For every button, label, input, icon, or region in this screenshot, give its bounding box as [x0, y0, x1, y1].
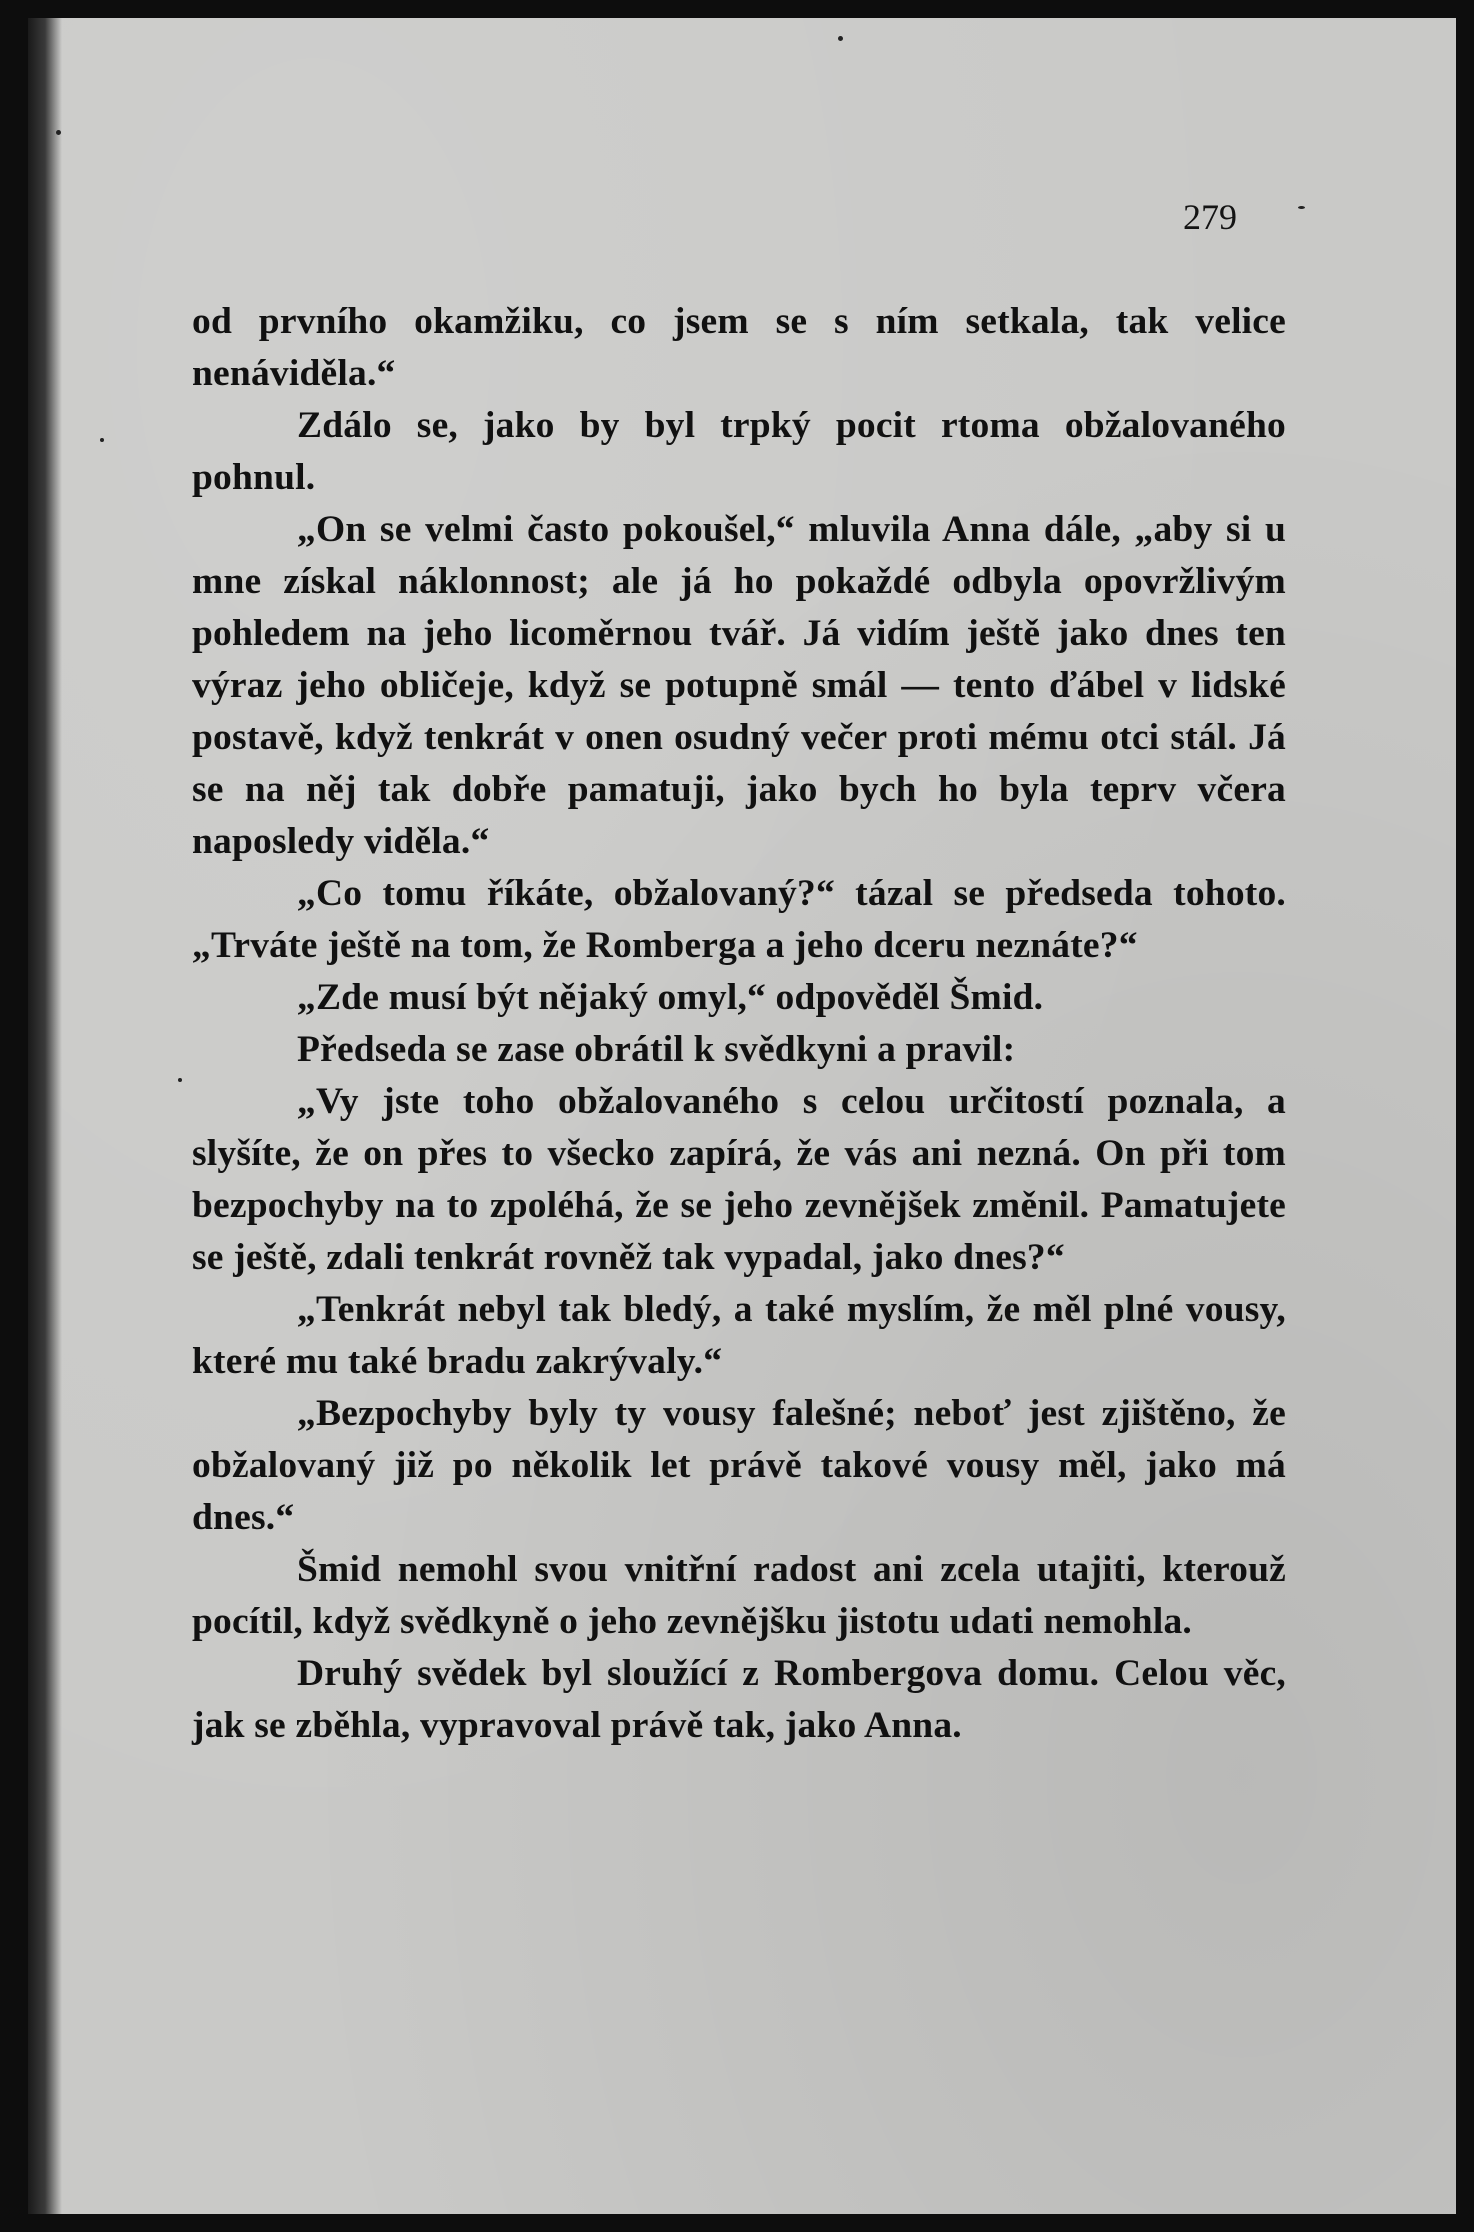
- paragraph: Druhý svědek byl sloužící z Rombergova domu. Celou věc, jak se zběhla, vypravoval právě tak, jako Anna.: [192, 1653, 1286, 1746]
- body-text: [192, 296, 1286, 1752]
- paragraph: Předseda se zase obrátil k svědkyni a pravil:: [297, 1029, 1016, 1070]
- print-speck: [56, 130, 61, 135]
- page-number: 279: [1183, 197, 1237, 237]
- book-page: [28, 18, 1456, 2214]
- print-speck: [838, 36, 843, 41]
- paragraph: „Co tomu říkáte, obžalovaný?“ tázal se předseda tohoto. „Trváte ještě na tom, že Romberga a jeho dceru neznáte?“: [192, 873, 1286, 966]
- paragraph: „Tenkrát nebyl tak bledý, a také myslím, že měl plné vousy, které mu také bradu zakrývaly.“: [192, 1289, 1286, 1382]
- page-spine-shadow: [28, 18, 62, 2214]
- paragraph: Šmid nemohl svou vnitřní radost ani zcela utajiti, kterouž pocítil, když svědkyně o jeho zevnějšku jistotu udati nemohla.: [192, 1549, 1286, 1642]
- print-speck: [100, 438, 104, 442]
- print-speck: [178, 1078, 182, 1082]
- paragraph: Zdálo se, jako by byl trpký pocit rtoma obžalovaného pohnul.: [192, 405, 1286, 498]
- paragraph: „On se velmi často pokoušel,“ mluvila Anna dále, „aby si u mne získal náklonnost; ale já ho pokaždé odbyla opovržlivým pohledem na jeho licoměrnou tvář. Já vidím ještě jako dnes ten výraz jeho obličeje, když se potupně smál — tento ďábel v lidské postavě, když tenkrát v onen osudný večer proti mému otci stál. Já se na něj tak dobře pamatuji, jako bych ho byla teprv včera naposledy viděla.“: [192, 509, 1286, 862]
- paragraph: „Zde musí být nějaký omyl,“ odpověděl Šmid.: [297, 977, 1044, 1018]
- paragraph: od prvního okamžiku, co jsem se s ním setkala, tak velice nenáviděla.“: [192, 301, 1286, 394]
- paragraph: „Vy jste toho obžalovaného s celou určitostí poznala, a slyšíte, že on přes to všecko zapírá, že vás ani nezná. On při tom bezpochyby na to zpoléhá, že se jeho zevnějšek změnil. Pamatujete se ještě, zdali tenkrát rovněž tak vypadal, jako dnes?“: [192, 1081, 1286, 1278]
- paragraph: „Bezpochyby byly ty vousy falešné; neboť jest zjištěno, že obžalovaný již po několik let právě takové vousy měl, jako má dnes.“: [192, 1393, 1286, 1538]
- print-speck: [1298, 206, 1305, 209]
